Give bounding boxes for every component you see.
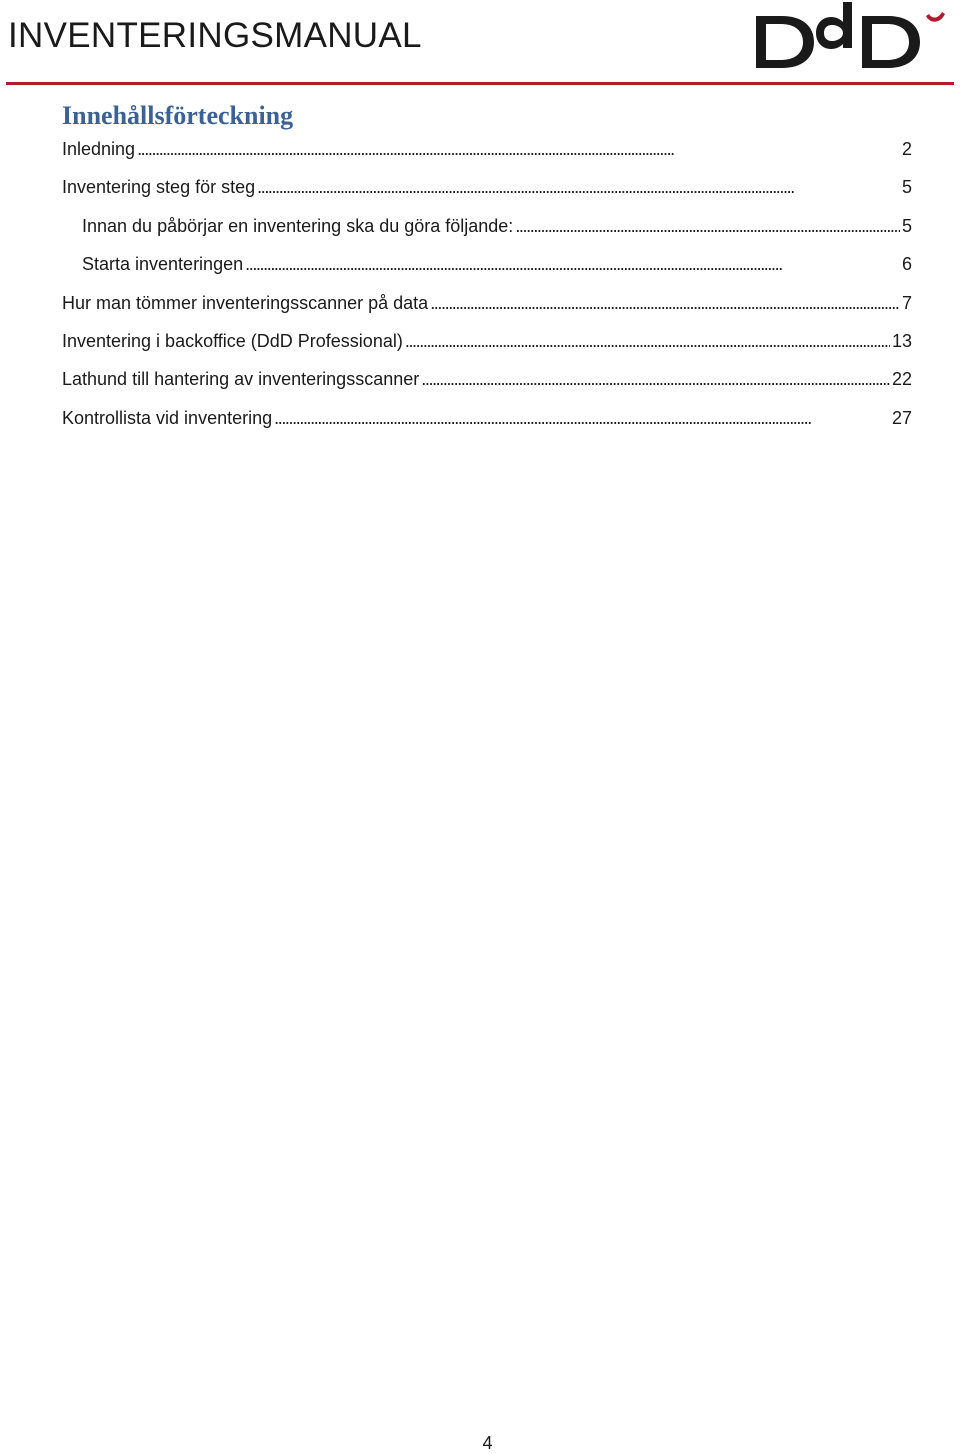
toc-entry-page: 5 (901, 215, 912, 236)
toc-entry-title: Inledning (62, 139, 136, 159)
toc-dot-leader (421, 364, 890, 394)
toc-entry-page: 13 (891, 331, 912, 351)
toc-entry-title: Inventering steg för steg (62, 177, 256, 198)
document-title: INVENTERINGSMANUAL (8, 16, 422, 55)
toc-entry-page: 5 (901, 177, 912, 198)
toc-entry[interactable] (62, 288, 912, 318)
toc-entry[interactable] (82, 211, 912, 241)
toc-heading: Innehållsförteckning (62, 101, 294, 130)
toc-dot-leader (257, 172, 900, 202)
ddd-logo (752, 0, 950, 74)
toc-entry[interactable] (62, 326, 912, 356)
header-divider (6, 82, 954, 85)
toc-entry[interactable] (62, 172, 912, 202)
toc-dot-leader (405, 326, 890, 356)
toc-entry-page: 27 (891, 407, 912, 428)
toc-entry[interactable] (82, 249, 912, 279)
toc-dot-leader (515, 211, 900, 241)
toc-entry-page: 6 (901, 254, 912, 275)
toc-entry-title: Kontrollista vid inventering (62, 407, 273, 428)
toc-entry-title: Inventering i backoffice (DdD Professional) (62, 331, 403, 351)
toc-dot-leader (137, 134, 900, 164)
toc-dot-leader (245, 249, 900, 279)
toc-entry[interactable] (62, 403, 912, 433)
toc-entry-title: Starta inventeringen (82, 254, 244, 275)
toc-dot-leader (430, 288, 900, 318)
toc-entry-title: Hur man tömmer inventeringsscanner på data (62, 292, 429, 313)
toc-entry-title: Lathund till hantering av inventeringsscanner (62, 369, 420, 390)
toc-entry-page: 2 (901, 139, 912, 159)
toc-dot-leader (274, 403, 890, 433)
toc-entry-page: 22 (891, 369, 912, 390)
toc-entry[interactable] (62, 134, 912, 164)
page-number: 4 (482, 1433, 493, 1453)
toc-entry-title: Innan du påbörjar en inventering ska du göra följande: (82, 215, 514, 236)
toc-entry-page: 7 (901, 292, 912, 313)
toc-entry[interactable] (62, 364, 912, 394)
